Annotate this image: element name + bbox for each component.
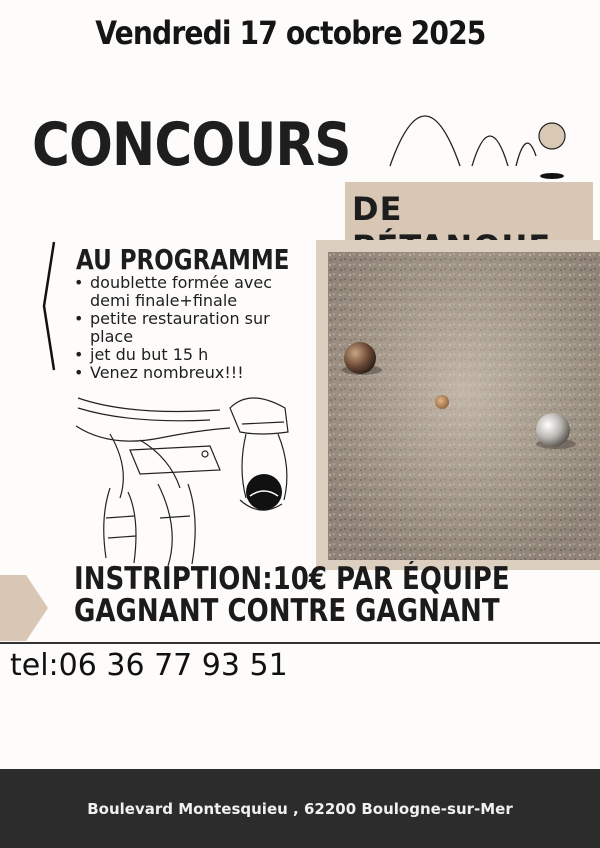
list-item: • Venez nombreux!!! (74, 364, 310, 382)
bouncing-ball-arc-illustration (380, 86, 580, 181)
format-text: GAGNANT CONTRE GAGNANT (74, 593, 500, 629)
divider (0, 642, 600, 644)
footer-address: Boulevard Montesquieu , 62200 Boulogne-sur-Mer (87, 800, 513, 818)
arrow-right-icon (0, 575, 48, 641)
boules-player-illustration (70, 388, 300, 568)
title-concours: CONCOURS (32, 110, 351, 180)
chevron-left-icon (40, 240, 58, 372)
petanque-photo (328, 252, 600, 560)
phone-number: tel:06 36 77 93 51 (10, 648, 288, 683)
list-item: • jet du but 15 h (74, 346, 310, 364)
programme-list (74, 274, 310, 382)
title-petanque: DE (352, 190, 403, 228)
list-item: • doublette formée avec demi finale+finale (74, 274, 310, 310)
inscription-fee: INSTRIPTION:10€ PAR ÉQUIPE (74, 561, 510, 597)
event-date: Vendredi 17 octobre 2025 (95, 14, 486, 52)
programme-title: AU PROGRAMME (76, 243, 290, 276)
list-item: • petite restauration sur place (74, 310, 310, 346)
